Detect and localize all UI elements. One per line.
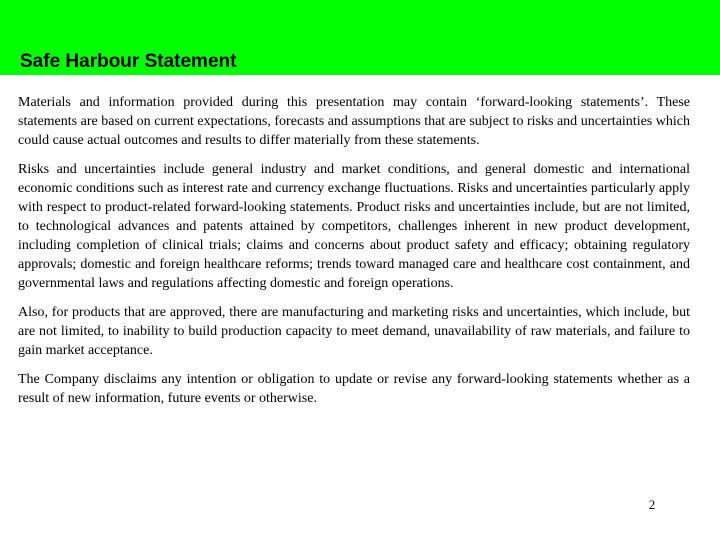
paragraph-disclaimer: The Company disclaims any intention or obligation to update or revise any forward-looking statements whether as a result of new information, future events or otherwise. — [18, 372, 690, 406]
slide-title: Safe Harbour Statement — [20, 51, 237, 72]
paragraph-forward-looking: Materials and information provided during this presentation may contain ‘forward-looking statements’. These statements are based on current expectations, forecasts and assumptions that are subject to risks and uncertainties which could cause actual outcomes and results to differ materially from these statements. — [18, 95, 690, 148]
page-number: 2 — [648, 497, 656, 512]
statement-body — [18, 93, 690, 418]
paragraph-approved-products: Also, for products that are approved, there are manufacturing and marketing risks and uncertainties, which include, but are not limited, to inability to build production capacity to meet demand, unavailability of raw materials, and failure to gain market acceptance. — [18, 305, 690, 358]
paragraph-risks: Risks and uncertainties include general industry and market conditions, and general domestic and international economic conditions such as interest rate and currency exchange fluctuations. Risks and uncertainties particularly apply with respect to product-related forward-looking statements. Product risks and uncertainties include, but are not limited, to technological advances and patents attained by competitors, challenges inherent in new product development, including completion of clinical trials; claims and concerns about product safety and efficacy; obtaining regulatory approvals; domestic and foreign healthcare reforms; trends toward managed care and healthcare cost containment, and governmental laws and regulations affecting domestic and foreign operations. — [18, 162, 690, 291]
